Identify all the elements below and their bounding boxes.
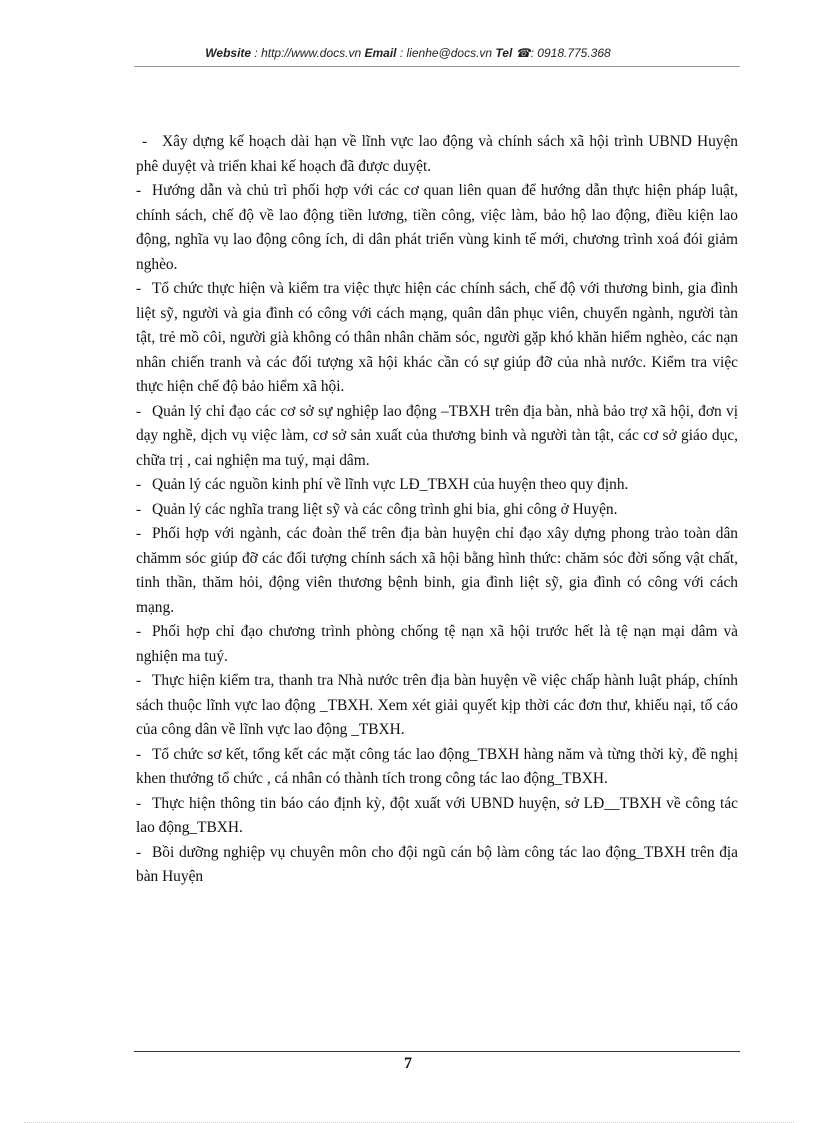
email-label: Email bbox=[364, 46, 397, 60]
paragraph-text: Quản lý các nghĩa trang liệt sỹ và các công trình ghi bia, ghi công ở Huyện. bbox=[152, 500, 618, 518]
bullet: - bbox=[136, 476, 142, 493]
bullet: - bbox=[136, 672, 142, 689]
bullet: - bbox=[136, 745, 142, 763]
paragraph-text: Tổ chức sơ kết, tổng kết các mặt công tác lao động_TBXH hàng năm và từng thời kỳ, đề nghị khen thưởng tổ chức , cá nhân có thành tích trong công tác lao động_TBXH. bbox=[136, 745, 738, 787]
paragraph-1 bbox=[136, 130, 738, 179]
website-label: Website bbox=[205, 46, 252, 60]
bullet: - bbox=[142, 133, 148, 150]
bullet: - bbox=[136, 623, 142, 640]
paragraph-10 bbox=[136, 743, 738, 792]
bullet: - bbox=[136, 843, 142, 861]
paragraph-3 bbox=[136, 277, 738, 400]
bullet: - bbox=[136, 500, 142, 518]
paragraph-text: Thực hiện kiểm tra, thanh tra Nhà nước trên địa bàn huyện về việc chấp hành luật pháp, chính sách thuộc lĩnh vực lao động _TBXH. Xem xét giải quyết kịp thời các đơn thư, khiếu nại, tố cáo của công dân về lĩnh vực lao động _TBXH. bbox=[136, 672, 738, 738]
paragraph-2 bbox=[136, 179, 738, 277]
paragraph-text: Tổ chức thực hiện và kiểm tra việc thực hiện các chính sách, chế độ với thương binh, gia đình liệt sỹ, người và gia đình có công với cách mạng, quân dân phục viên, chuyển ngành, người tàn tật, trẻ mồ côi, người già không có thân nhân chăm sóc, người gặp khó khăn hiểm nghèo, các nạn nhân chiến tranh và các đối tượng xã hội khác cần có sự giúp đỡ của nhà nước. Kiểm tra việc thực hiện chế độ bảo hiểm xã hội. bbox=[136, 280, 738, 395]
paragraph-7 bbox=[136, 522, 738, 620]
website-value: : http://www.docs.vn bbox=[254, 46, 362, 60]
bullet: - bbox=[136, 182, 142, 199]
paragraph-text: Thực hiện thông tin báo cáo định kỳ, đột xuất với UBND huyện, sở LĐ__TBXH về công tác lao động_TBXH. bbox=[136, 794, 738, 836]
page-header bbox=[0, 46, 816, 60]
paragraph-11 bbox=[136, 792, 738, 841]
paragraph-text: Xây dựng kế hoạch dài hạn về lĩnh vực lao động và chính sách xã hội trình UBND Huyện phê duyệt và triển khai kế hoạch đã được duyệt. bbox=[136, 133, 738, 175]
paragraph-4 bbox=[136, 400, 738, 474]
paragraph-5 bbox=[136, 473, 738, 498]
bullet: - bbox=[136, 402, 142, 420]
bullet: - bbox=[136, 525, 142, 542]
paragraph-text: Hướng dẫn và chủ trì phối hợp với các cơ quan liên quan để hướng dẫn thực hiện pháp luật, chính sách, chế độ về lao động tiền lương, tiền công, việc làm, bảo hộ lao động, điều kiện lao động, nghĩa vụ lao động công ích, di dân phát triển vùng kinh tế mới, chương trình xoá đói giảm nghèo. bbox=[136, 182, 738, 273]
email-value: : lienhe@docs.vn bbox=[399, 46, 493, 60]
paragraph-text: Quản lý chỉ đạo các cơ sở sự nghiệp lao động –TBXH trên địa bàn, nhà bảo trợ xã hội, đơn vị dạy nghề, dịch vụ việc làm, cơ sở sản xuất của thương binh và người tàn tật, các cơ sở giáo dục, chữa trị , cai nghiện ma tuý, mại dâm. bbox=[136, 402, 738, 469]
paragraph-12 bbox=[136, 841, 738, 890]
paragraph-text: Phối hợp chỉ đạo chương trình phòng chống tệ nạn xã hội trước hết là tệ nạn mại dâm và nghiện ma tuý. bbox=[136, 623, 738, 665]
header-divider bbox=[134, 66, 740, 67]
paragraph-8 bbox=[136, 620, 738, 669]
footer-divider bbox=[134, 1051, 740, 1052]
bullet: - bbox=[136, 280, 142, 297]
page-number: 7 bbox=[404, 1055, 412, 1072]
bullet: - bbox=[136, 794, 142, 812]
paragraph-text: Phối hợp với ngành, các đoàn thể trên địa bàn huyện chỉ đạo xây dựng phong trào toàn dân chămm sóc giúp đỡ các đối tượng chính sách xã hội bằng hình thức: chăm sóc đời sống vật chất, tinh thần, thăm hỏi, động viên thương bệnh binh, gia đình liệt sỹ, gia đình có công với cách mạng. bbox=[136, 525, 738, 616]
tel-value: : 0918.775.368 bbox=[530, 46, 611, 60]
paragraph-9 bbox=[136, 669, 738, 743]
document-body bbox=[136, 130, 738, 890]
paragraph-6 bbox=[136, 498, 738, 523]
tel-label: Tel bbox=[495, 46, 513, 60]
phone-icon: ☎ bbox=[515, 46, 531, 60]
paragraph-text: Bồi dưỡng nghiệp vụ chuyên môn cho đội ngũ cán bộ làm công tác lao động_TBXH trên địa bàn Huyện bbox=[136, 843, 738, 885]
paragraph-text: Quản lý các nguồn kinh phí về lĩnh vực LĐ_TBXH của huyện theo quy định. bbox=[152, 476, 629, 493]
